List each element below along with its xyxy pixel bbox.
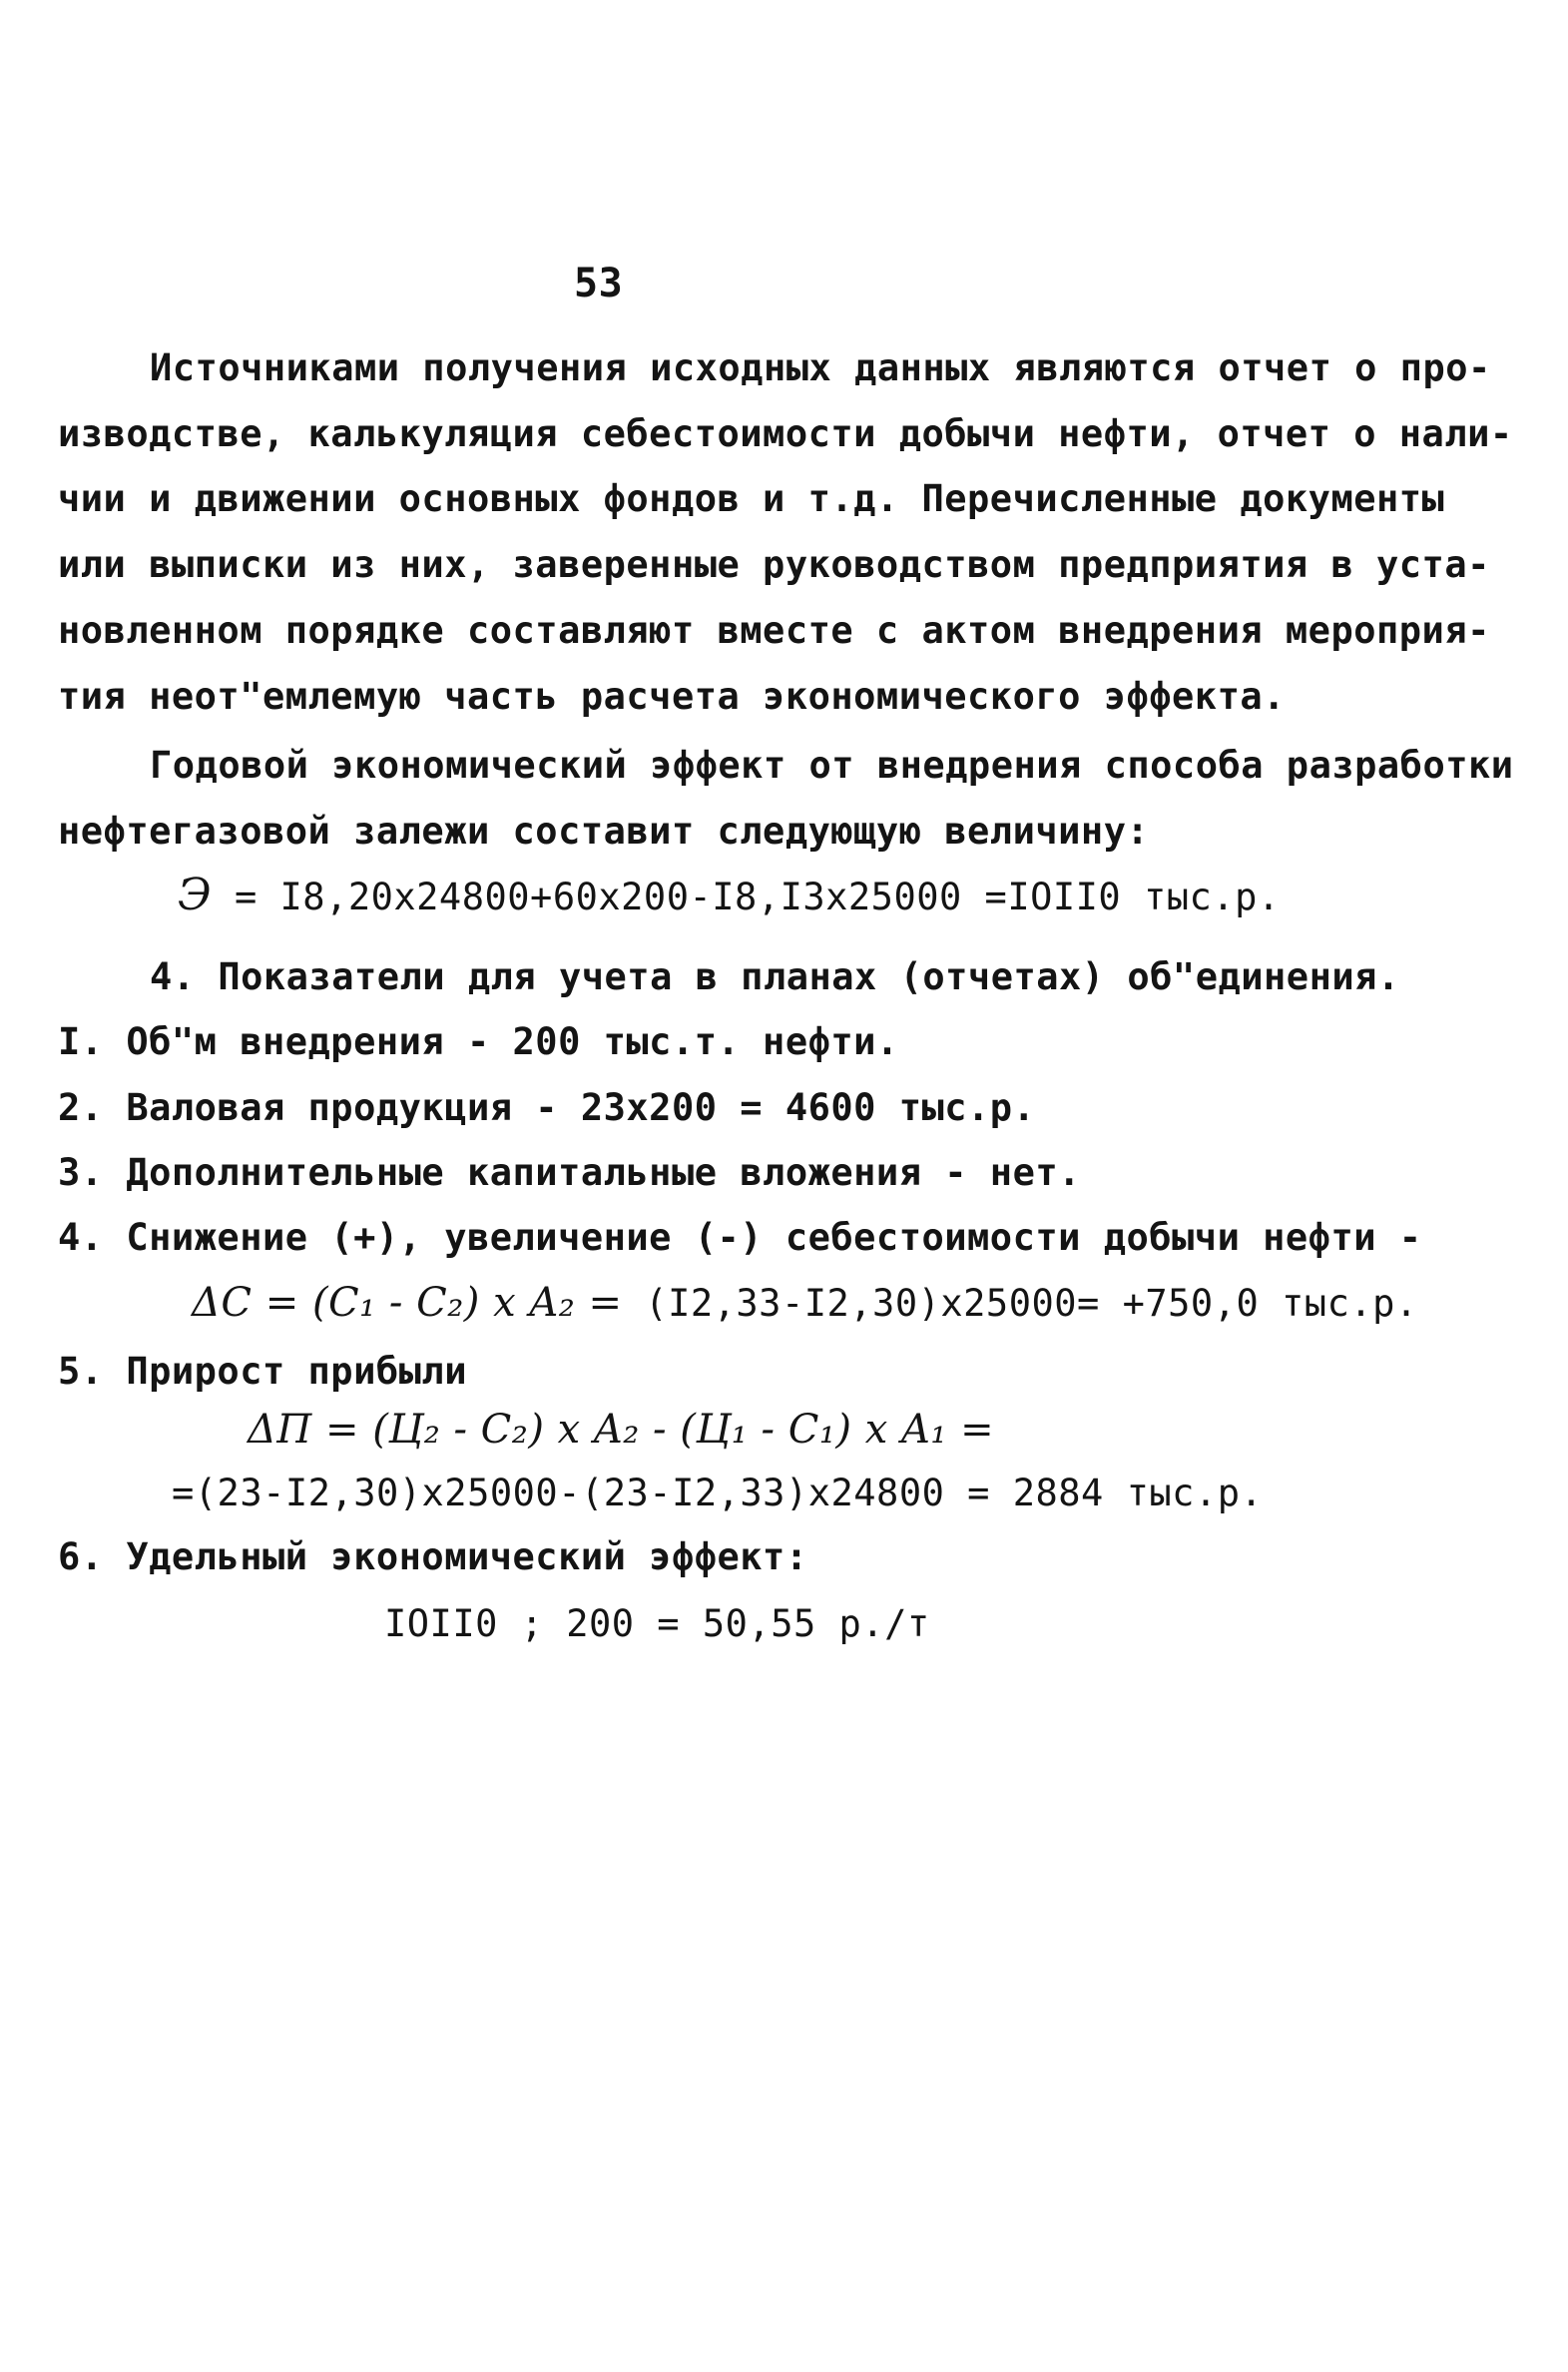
intro-line-3: чии и движении основных фондов и т.д. Перечисленные документы [58,477,1445,520]
effect-expression: = I8,20x24800+60x200-I8,I3x25000 =IOII0 тыс.р. [234,876,1281,918]
section-heading: 4. Показатели для учета в планах (отчетах) об"единения. [150,955,1400,998]
intro-line-4: или выписки из них, заверенные руководством предприятия в уста- [58,543,1490,586]
item-4-formula-rhs: (I2,33-I2,30)x25000= +750,0 тыс.р. [645,1282,1418,1325]
intro-line-1: Источниками получения исходных данных являются отчет о про- [150,346,1491,389]
item-5: 5. Прирост прибыли [58,1350,467,1393]
effect-formula [178,870,1281,920]
item-6-formula: IOII0 ; 200 = 50,55 р./т [384,1602,930,1645]
item-3: 3. Дополнительные капитальные вложения - нет. [58,1151,1081,1194]
item-4-formula [192,1281,1418,1326]
item-4-formula-lhs: ΔC = (C₁ - C₂) x A₂ = [192,1280,623,1326]
intro-line-6: тия неот"емлемую часть расчета экономического эффекта. [58,675,1286,718]
effect-line-2: нефтегазовой залежи составит следующую величину: [58,810,1150,853]
intro-line-5: новленном порядке составляют вместе с актом внедрения мероприя- [58,609,1490,652]
item-2: 2. Валовая продукция - 23x200 = 4600 тыс.р. [58,1086,1036,1129]
item-4: 4. Снижение (+), увеличение (-) себестоимости добычи нефти - [58,1216,1422,1259]
page-number: 53 [574,261,624,306]
effect-symbol: Э [178,870,213,920]
item-1: I. Об"м внедрения - 200 тыс.т. нефти. [58,1020,899,1063]
intro-line-2: изводстве, калькуляция себестоимости добычи нефти, отчет о нали- [58,412,1513,455]
item-5-formula-rhs: =(23-I2,30)x25000-(23-I2,33)x24800 = 2884 тыс.р. [172,1472,1264,1514]
item-6: 6. Удельный экономический эффект: [58,1535,808,1578]
effect-line-1: Годовой экономический эффект от внедрения способа разработки [150,744,1514,787]
item-5-formula-lhs: ΔП = (Ц₂ - C₂) x A₂ - (Ц₁ - C₁) x A₁ = [248,1407,995,1453]
